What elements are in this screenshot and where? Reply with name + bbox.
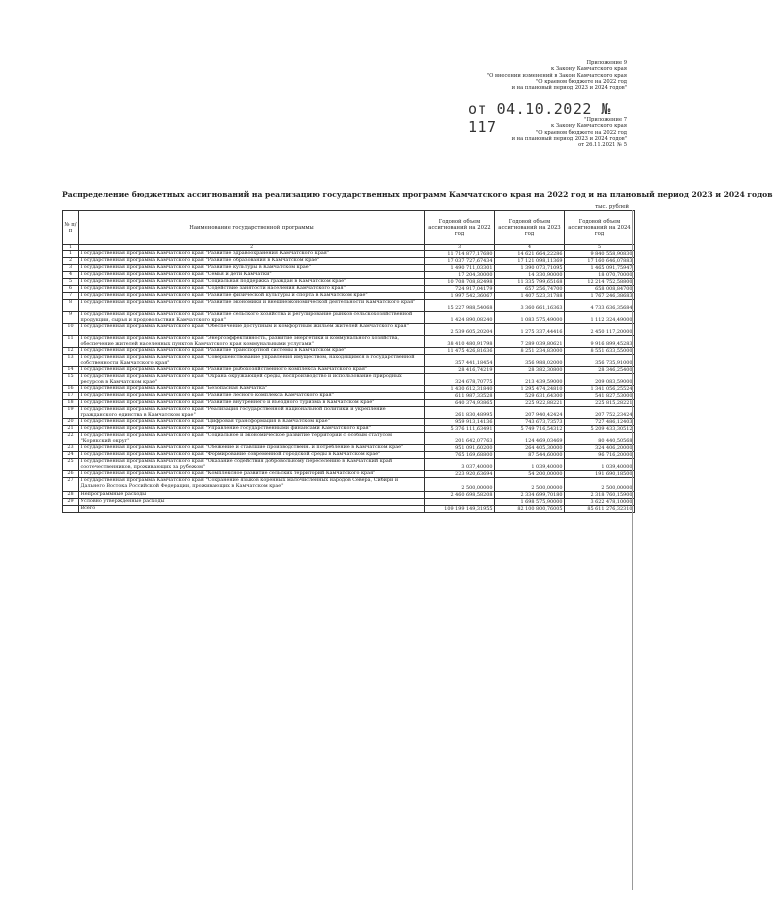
amount-2024: 207 752,23424 — [565, 407, 635, 419]
table-row — [63, 355, 635, 367]
amount-2023: 1 407 523,31788 — [495, 293, 565, 300]
header-line: "О внесении изменений в Закон Камчатского края — [486, 72, 627, 79]
row-number: 10 — [63, 324, 79, 336]
row-number: 22 — [63, 433, 79, 445]
amount-2023: 7 289 039,80621 — [495, 336, 565, 348]
col-number: 1 — [63, 245, 79, 251]
amount-2023: 87 544,60000 — [495, 452, 565, 459]
program-name: Государственная программа Камчатского края "Семья и дети Камчатки" — [79, 272, 425, 279]
program-name: Государственная программа Камчатского края "Развитие образования в Камчатском крае" — [79, 258, 425, 265]
amount-2022: 17 204,30000 — [425, 272, 495, 279]
table-row — [63, 312, 635, 324]
amount-2022: 640 374,93865 — [425, 400, 495, 407]
program-name: Государственная программа Камчатского края "Управление государственными финансами Камчатского края" — [79, 426, 425, 433]
header-line: Приложение 9 — [586, 60, 627, 66]
original-appendix-header — [512, 117, 627, 148]
amount-2023: 529 631,64300 — [495, 393, 565, 400]
col-number: 2 — [79, 245, 425, 251]
table-row — [63, 433, 635, 445]
amount-2023: 743 673,73573 — [495, 419, 565, 426]
amount-2023: 11 335 799,65168 — [495, 279, 565, 286]
row-number: 14 — [63, 367, 79, 374]
amount-2023: 1 083 575,49000 — [495, 312, 565, 324]
col-header-name: Наименование государственной программы — [79, 211, 425, 245]
amount-2024: 1 341 056,25524 — [565, 386, 635, 393]
table-row — [63, 478, 635, 492]
program-name: Государственная программа Камчатского края "Развитие транспортной системы в Камчатском крае" — [79, 348, 425, 355]
table-row — [63, 324, 635, 336]
amount-2022: 38 410 480,91798 — [425, 336, 495, 348]
table-row — [63, 459, 635, 471]
program-name: Государственная программа Камчатского края "Развитие физической культуры и спорта в Камчатском крае" — [79, 293, 425, 300]
amount-2024: 8 551 633,55000 — [565, 348, 635, 355]
program-name: Государственная программа Камчатского края "Сохранение языков коренных малочисленных народов Севера, Сибири и Дальнего Востока Российской Федерации, проживающих в Камчатском крае" — [79, 478, 425, 492]
amount-2022: 223 920,63694 — [425, 471, 495, 478]
program-name: Государственная программа Камчатского края "Социальная поддержка граждан в Камчатском крае" — [79, 279, 425, 286]
amount-2022: 765 169,68800 — [425, 452, 495, 459]
program-name: Государственная программа Камчатского края "Социальное и экономическое развитие территории с особым статусом "Корякский округ" — [79, 433, 425, 445]
table-row — [63, 336, 635, 348]
amount-2023: 1 698 575,90000 — [495, 499, 565, 506]
amount-2023: 225 922,88221 — [495, 400, 565, 407]
program-name: Государственная программа Камчатского края "Сбежение и ставлшие производственн. и потребление в Камчатском крае" — [79, 445, 425, 452]
row-number: 2 — [63, 258, 79, 265]
amount-2022: 11 714 877,17680 — [425, 251, 495, 258]
program-name: Государственная программа Камчатского края "Развитие лесного комплекса Камчатского края" — [79, 393, 425, 400]
appendix-header — [487, 60, 627, 91]
program-name: Государственная программа Камчатского края "Комплексное развитие сельских территорий Камчатского края" — [79, 471, 425, 478]
amount-2024: 18 070,70000 — [565, 272, 635, 279]
row-number: 16 — [63, 386, 79, 393]
header-line: "О краевом бюджете на 2022 год — [535, 129, 627, 136]
amount-2022: 15 227 988,54068 — [425, 300, 495, 312]
amount-2024: 191 690,18500 — [565, 471, 635, 478]
amount-2024: 324 406,20000 — [565, 445, 635, 452]
amount-2022 — [425, 499, 495, 506]
row-number: 19 — [63, 407, 79, 419]
row-number: 4 — [63, 272, 79, 279]
program-name: Государственная программа Камчатского края "Развитие сельского хозяйства и регулирование рынков сельскохозяйственной продукции, сырья и продовольствия Камчатского края" — [79, 312, 425, 324]
amount-2023: 82 100 800,76005 — [495, 506, 565, 513]
amount-2022: 109 199 149,31955 — [425, 506, 495, 513]
row-number: 3 — [63, 265, 79, 272]
row-number: 13 — [63, 355, 79, 367]
col-header-2024: Годовой объем ассигнований на 2024 год — [565, 211, 635, 245]
amount-2022: 5 376 111,63491 — [425, 426, 495, 433]
row-number: 18 — [63, 400, 79, 407]
amount-2023: 124 469,03469 — [495, 433, 565, 445]
page-edge-line — [632, 210, 637, 890]
row-number: 24 — [63, 452, 79, 459]
row-number: 23 — [63, 445, 79, 452]
header-line: "Приложение 7 — [584, 117, 627, 123]
amount-2023: 17 121 098,11369 — [495, 258, 565, 265]
amount-2022: 2 500,00000 — [425, 478, 495, 492]
amount-2023: 1 295 474,24810 — [495, 386, 565, 393]
amount-2024: 9 840 558,90830 — [565, 251, 635, 258]
amount-2022: 959 913,14136 — [425, 419, 495, 426]
amount-2024: 3 622 478,10000 — [565, 499, 635, 506]
header-line: "О краевом бюджете на 2022 год — [535, 78, 627, 85]
amount-2023: 657 256,74700 — [495, 286, 565, 293]
amount-2023: 54 200,00000 — [495, 471, 565, 478]
amount-2024: 5 209 433,30512 — [565, 426, 635, 433]
program-name: Государственная программа Камчатского края "Совершенствование управления имуществом, находящимся в государственной собственности Камчатского края" — [79, 355, 425, 367]
program-name: Государственная программа Камчатского края "Развитие экономики и внешнеэкономической деятельности Камчатского края" — [79, 300, 425, 312]
row-number: 21 — [63, 426, 79, 433]
amount-2022: 324 678,70775 — [425, 374, 495, 386]
units-label: тыс. рублей — [595, 204, 629, 210]
program-name: Государственная программа Камчатского края "Развитие внутреннего и въездного туризма в Камчатском крае" — [79, 400, 425, 407]
amount-2022: 1 490 711,03301 — [425, 265, 495, 272]
amount-2022: 2 460 698,58208 — [425, 492, 495, 499]
row-number: 12 — [63, 348, 79, 355]
amount-2022: 17 037 727,67434 — [425, 258, 495, 265]
amount-2023: 5 749 716,54312 — [495, 426, 565, 433]
program-name: Государственная программа Камчатского края "Оказание содействия добровольному переселению в Камчатский край соотечественников, проживающих за рубежом" — [79, 459, 425, 471]
program-name: Всего — [79, 506, 425, 513]
amount-2024: 85 611 276,32310 — [565, 506, 635, 513]
document-title: Распределение бюджетных ассигнований на реализацию государственных программ Камчатского края на 2022 год и на плановый период 2023 и 2024 годов — [62, 190, 773, 199]
row-number: 6 — [63, 286, 79, 293]
amount-2024: 2 500,00000 — [565, 478, 635, 492]
row-number: 20 — [63, 419, 79, 426]
row-number: 17 — [63, 393, 79, 400]
col-header-2023: Годовой объем ассигнований на 2023 год — [495, 211, 565, 245]
table-body — [63, 251, 635, 513]
amount-2022: 28 416,74219 — [425, 367, 495, 374]
table-row — [63, 499, 635, 506]
program-name: Условно утвержденные расходы — [79, 499, 425, 506]
amount-2022: 951 091,60200 — [425, 445, 495, 452]
amount-2024: 96 716,20000 — [565, 452, 635, 459]
amount-2023: 1 390 073,71095 — [495, 265, 565, 272]
amount-2022: 2 539 605,20204 — [425, 324, 495, 336]
amount-2024: 17 160 646,07883 — [565, 258, 635, 265]
amount-2024: 28 346,25400 — [565, 367, 635, 374]
row-number: 11 — [63, 336, 79, 348]
amount-2023: 1 039,40000 — [495, 459, 565, 471]
header-line: от 26.11.2021 № 5 — [578, 142, 627, 149]
amount-2024: 1 465 091,75947 — [565, 265, 635, 272]
amount-2023: 8 251 234,83000 — [495, 348, 565, 355]
col-number: 4 — [495, 245, 565, 251]
amount-2023: 264 405,30000 — [495, 445, 565, 452]
amount-2023: 207 940,42424 — [495, 407, 565, 419]
row-number: 8 — [63, 300, 79, 312]
header-line: к Закону Камчатского края — [551, 66, 627, 73]
amount-2024: 209 083,59000 — [565, 374, 635, 386]
amount-2023: 2 334 699,70180 — [495, 492, 565, 499]
amount-2023: 356 988,02000 — [495, 355, 565, 367]
header-line: и на плановый период 2023 и 2024 годов" — [511, 85, 627, 92]
row-number: 1 — [63, 251, 79, 258]
table-row — [63, 407, 635, 419]
header-line: и на плановый период 2023 и 2024 годов" — [511, 135, 627, 142]
program-name: Государственная программа Камчатского края "Охрана окружающей среды, воспроизводство и использование природных ресурсов в Камчатском крае" — [79, 374, 425, 386]
amount-2022: 1 430 612,31840 — [425, 386, 495, 393]
row-number: 28 — [63, 492, 79, 499]
table-row — [63, 374, 635, 386]
program-name: Государственная программа Камчатского края "Развитие рыбохозяйственного комплекса Камчатского края" — [79, 367, 425, 374]
col-number: 3 — [425, 245, 495, 251]
row-number: 7 — [63, 293, 79, 300]
amount-2022: 1 424 890,08240 — [425, 312, 495, 324]
amount-2024: 541 827,53000 — [565, 393, 635, 400]
amount-2022: 3 037,40000 — [425, 459, 495, 471]
amount-2023: 213 439,59000 — [495, 374, 565, 386]
amount-2024: 727 486,12403 — [565, 419, 635, 426]
program-name: Государственная программа Камчатского края "Цифровая трансформация в Камчатском крае" — [79, 419, 425, 426]
row-number: 27 — [63, 478, 79, 492]
amount-2024: 2 450 117,20000 — [565, 324, 635, 336]
col-number: 5 — [565, 245, 635, 251]
amount-2023: 2 500,00000 — [495, 478, 565, 492]
budget-table — [62, 210, 635, 513]
row-number: 9 — [63, 312, 79, 324]
row-number: 25 — [63, 459, 79, 471]
program-name: Государственная программа Камчатского края "Содействие занятости населения Камчатского края" — [79, 286, 425, 293]
program-name: Государственная программа Камчатского края "Реализация государственной национальной политики и укрепление гражданского единства в Камчатском крае" — [79, 407, 425, 419]
amount-2023: 28 382,30800 — [495, 367, 565, 374]
date-number-stamp: от 04.10.2022 № 117 — [468, 100, 611, 136]
amount-2023: 3 360 661,16363 — [495, 300, 565, 312]
amount-2024: 80 440,50568 — [565, 433, 635, 445]
program-name: Государственная программа Камчатского края "Формирование современной городской среды в Камчатском крае" — [79, 452, 425, 459]
amount-2024: 356 735,91000 — [565, 355, 635, 367]
amount-2024: 2 318 760,15900 — [565, 492, 635, 499]
program-name: Государственная программа Камчатского края "Развитие здравоохранения Камчатского края" — [79, 251, 425, 258]
table-row-total — [63, 506, 635, 513]
program-name: Государственная программа Камчатского края "Обеспечение доступным и комфортным жильем жителей Камчатского края" — [79, 324, 425, 336]
amount-2022: 201 642,07763 — [425, 433, 495, 445]
program-name: Государственная программа Камчатского края "Энергоэффективность, развитие энергетики и коммунального хозяйства, обеспечение жителей населенных пунктов Камчатского края коммунальными услугами" — [79, 336, 425, 348]
amount-2022: 611 987,33528 — [425, 393, 495, 400]
col-header-2022: Годовой объем ассигнований на 2022 год — [425, 211, 495, 245]
amount-2022: 11 475 426,81636 — [425, 348, 495, 355]
amount-2022: 1 997 542,36067 — [425, 293, 495, 300]
row-number: 5 — [63, 279, 79, 286]
amount-2023: 14 330,90000 — [495, 272, 565, 279]
amount-2022: 357 441,18454 — [425, 355, 495, 367]
amount-2023: 14 621 664,22286 — [495, 251, 565, 258]
program-name: Непрограммные расходы — [79, 492, 425, 499]
amount-2024: 1 767 246,38683 — [565, 293, 635, 300]
row-number — [63, 506, 79, 513]
row-number: 26 — [63, 471, 79, 478]
col-header-num: № п/п — [63, 211, 79, 245]
amount-2022: 261 830,48995 — [425, 407, 495, 419]
amount-2024: 9 916 899,45283 — [565, 336, 635, 348]
program-name: Государственная программа Камчатского края "Безопасная Камчатка" — [79, 386, 425, 393]
amount-2022: 10 708 708,82498 — [425, 279, 495, 286]
amount-2022: 724 917,04179 — [425, 286, 495, 293]
row-number: 29 — [63, 499, 79, 506]
row-number: 15 — [63, 374, 79, 386]
amount-2024: 4 733 636,35684 — [565, 300, 635, 312]
table-header-row — [63, 211, 635, 245]
table-row — [63, 300, 635, 312]
amount-2024: 658 008,84700 — [565, 286, 635, 293]
amount-2024: 225 815,28221 — [565, 400, 635, 407]
amount-2024: 1 112 324,49000 — [565, 312, 635, 324]
header-line: к Закону Камчатского края — [551, 123, 627, 130]
program-name: Государственная программа Камчатского края "Развитие культуры в Камчатском крае" — [79, 265, 425, 272]
amount-2024: 1 039,40000 — [565, 459, 635, 471]
amount-2024: 12 214 752,58800 — [565, 279, 635, 286]
amount-2023: 1 275 337,44416 — [495, 324, 565, 336]
